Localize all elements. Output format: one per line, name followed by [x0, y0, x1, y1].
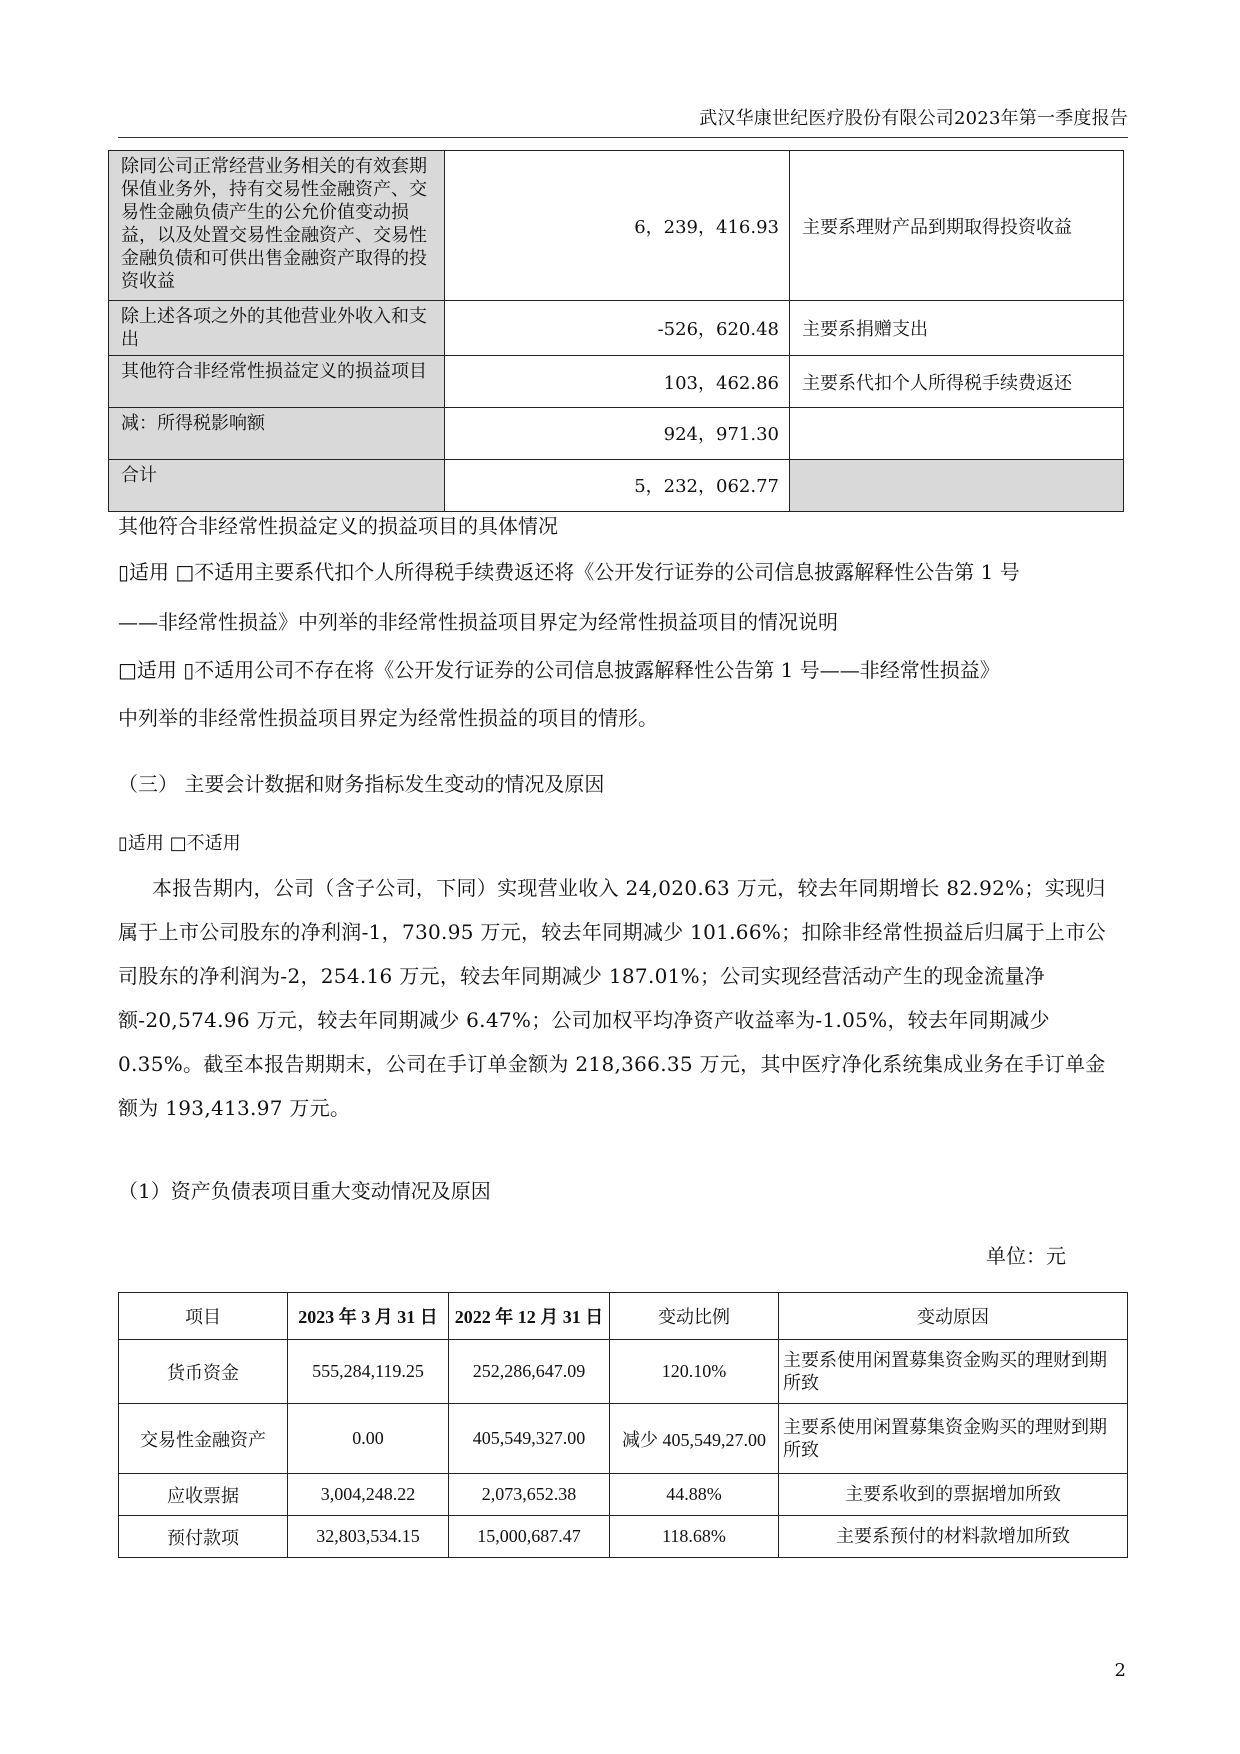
amount-cell: 5，232，062.77 [445, 460, 790, 512]
amount-cell: -526，620.48 [445, 301, 790, 356]
table-row [119, 1404, 1128, 1474]
section-heading: （1）资产负债表项目重大变动情况及原因 [118, 1179, 491, 1203]
reason-cell: 主要系使用闲置募集资金购买的理财到期所致 [779, 1404, 1128, 1474]
note-cell: 主要系捐赠支出 [790, 301, 1124, 356]
applicable-line: ▯适用 □不适用主要系代扣个人所得税手续费返还将《公开发行证券的公司信息披露解释性公告第 1 号 [118, 560, 1020, 584]
value-cell: 0.00 [288, 1404, 449, 1474]
value-cell: 3,004,248.22 [288, 1474, 449, 1516]
value-cell: 405,549,327.00 [449, 1404, 610, 1474]
amount-cell: 103，462.86 [445, 356, 790, 408]
header-cell: 2022 年 12 月 31 日 [449, 1293, 610, 1340]
header-cell: 项目 [119, 1293, 288, 1340]
reason-cell: 主要系使用闲置募集资金购买的理财到期所致 [779, 1340, 1128, 1404]
table-row [109, 151, 1124, 301]
item-cell: 减：所得税影响额 [109, 408, 445, 460]
note-cell [790, 408, 1124, 460]
amount-cell: 924，971.30 [445, 408, 790, 460]
item-cell: 预付款项 [119, 1516, 288, 1558]
table-header-row [119, 1293, 1128, 1340]
table-row [119, 1516, 1128, 1558]
applicable-line: ▯适用 □不适用 [118, 833, 241, 854]
applicable-line: □适用 ▯不适用公司不存在将《公开发行证券的公司信息披露解释性公告第 1 号——非经常性损益》 [118, 658, 1000, 682]
table-row [109, 301, 1124, 356]
amount-cell: 6，239，416.93 [445, 151, 790, 301]
item-cell: 其他符合非经常性损益定义的损益项目 [109, 356, 445, 408]
value-cell: 252,286,647.09 [449, 1340, 610, 1404]
ratio-cell: 118.68% [610, 1516, 779, 1558]
header-cell: 变动比例 [610, 1293, 779, 1340]
ratio-cell: 120.10% [610, 1340, 779, 1404]
item-cell: 货币资金 [119, 1340, 288, 1404]
item-cell: 合计 [109, 460, 445, 512]
table-row [109, 408, 1124, 460]
nonrecurring-table [108, 150, 1124, 512]
table-row [119, 1474, 1128, 1516]
reason-cell: 主要系预付的材料款增加所致 [779, 1516, 1128, 1558]
paragraph-line: 中列举的非经常性损益项目界定为经常性损益的项目的情形。 [118, 706, 658, 730]
note-cell: 主要系理财产品到期取得投资收益 [790, 151, 1124, 301]
ratio-cell: 减少 405,549,27.00 [610, 1404, 779, 1474]
header-rule [118, 137, 1128, 138]
balance-sheet-table [118, 1292, 1128, 1558]
header-cell: 2023 年 3 月 31 日 [288, 1293, 449, 1340]
note-cell: 主要系代扣个人所得税手续费返还 [790, 356, 1124, 408]
value-cell: 15,000,687.47 [449, 1516, 610, 1558]
page-number: 2 [1114, 1660, 1126, 1681]
item-cell: 交易性金融资产 [119, 1404, 288, 1474]
section-heading: （三） 主要会计数据和财务指标发生变动的情况及原因 [118, 772, 605, 796]
value-cell: 555,284,119.25 [288, 1340, 449, 1404]
body-paragraph: 本报告期内，公司（含子公司，下同）实现营业收入 24,020.63 万元，较去年同期增长 82.92%；实现归属于上市公司股东的净利润-1，730.95 万元，较去年同期减少 101.66%；扣除非经常性损益后归属于上市公司股东的净利润为-2，254.16 万元，较去年同期减少 187.01%；公司实现经营活动产生的现金流量净额-20,574.96 万元，较去年同期减少 6.47%；公司加权平均净资产收益率为-1.05%，较去年同期减少 0.35%。截至本报告期期末，公司在手订单金额为 218,366.35 万元，其中医疗净化系统集成业务在手订单金额为 193,413.97 万元。 [118, 876, 1106, 1120]
item-cell: 应收票据 [119, 1474, 288, 1516]
ratio-cell: 44.88% [610, 1474, 779, 1516]
table-row [109, 356, 1124, 408]
value-cell: 2,073,652.38 [449, 1474, 610, 1516]
item-cell: 除上述各项之外的其他营业外收入和支出 [109, 301, 445, 356]
item-cell: 除同公司正常经营业务相关的有效套期保值业务外，持有交易性金融资产、交易性金融负债产生的公允价值变动损益，以及处置交易性金融资产、交易性金融负债和可供出售金融资产取得的投资收益 [109, 151, 445, 301]
unit-label: 单位：元 [986, 1244, 1066, 1268]
header-cell: 变动原因 [779, 1293, 1128, 1340]
paragraph-line: ——非经常性损益》中列举的非经常性损益项目界定为经常性损益项目的情况说明 [118, 610, 838, 634]
table-row [119, 1340, 1128, 1404]
section-heading: 其他符合非经常性损益定义的损益项目的具体情况 [118, 514, 558, 538]
page-header: 武汉华康世纪医疗股份有限公司2023年第一季度报告 [699, 108, 1128, 129]
reason-cell: 主要系收到的票据增加所致 [779, 1474, 1128, 1516]
value-cell: 32,803,534.15 [288, 1516, 449, 1558]
